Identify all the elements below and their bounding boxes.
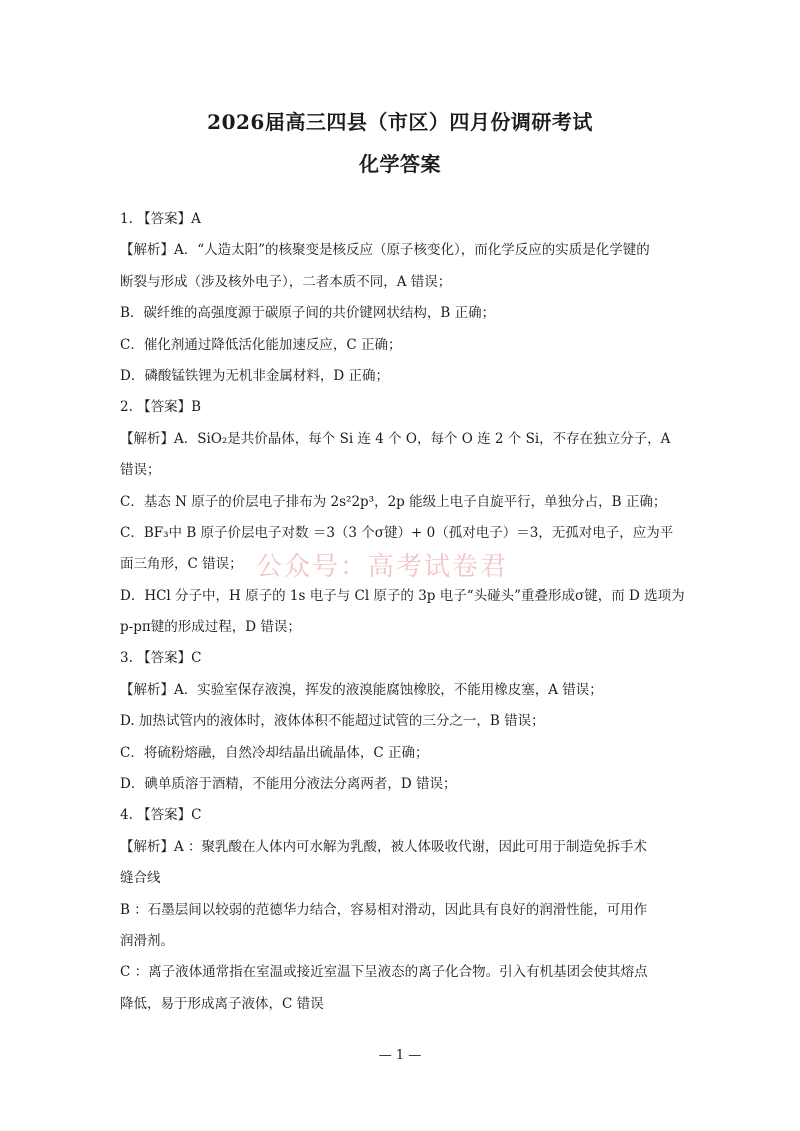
text-line: 【解析】A ：聚乳酸在人体内可水解为乳酸，被人体吸收代谢，因此可用于制造免拆手术	[120, 838, 648, 855]
text-line: D．磷酸锰铁锂为无机非金属材料，D 正确；	[120, 367, 389, 384]
answer-content	[120, 204, 690, 1020]
text-line: D. 加热试管内的液体时，液体体积不能超过试管的三分之一，B 错误；	[120, 713, 545, 730]
text-line: 4. 【答案】C	[120, 807, 202, 824]
text-line: 面三角形，C 错误；	[120, 556, 243, 573]
text-line: 降低，易于形成离子液体，C 错误	[120, 995, 324, 1012]
text-line: B ：石墨层间以较弱的范德华力结合，容易相对滑动，因此具有良好的润滑性能，可用作	[120, 901, 648, 918]
text-line: 【解析】A．实验室保存液溴，挥发的液溴能腐蚀橡胶，不能用橡皮塞，A 错误；	[120, 681, 603, 698]
text-line: 2. 【答案】B	[120, 399, 202, 416]
text-line: 润滑剂。	[120, 932, 174, 949]
text-line: C．BF₃中 B 原子价层电子对数 ＝3（3 个σ键）+ 0（孤对电子）＝3，无孤对电子，应为平	[120, 524, 674, 541]
document-subtitle: 化学答案	[359, 152, 441, 176]
text-line: C ：离子液体通常指在室温或接近室温下呈液态的离子化合物。引入有机基团会使其熔点	[120, 964, 648, 981]
text-line: D．HCl 分子中，H 原子的 1s 电子与 Cl 原子的 3p 电子“头碰头”重叠形成σ键，而 D 选项为	[120, 587, 685, 604]
text-line: C．催化剂通过降低活化能加速反应，C 正确；	[120, 336, 402, 353]
text-line: C．基态 N 原子的价层电子排布为 2s²2p³，2p 能级上电子自旋平行，单独分占，B 正确；	[120, 493, 667, 510]
text-line: D．碘单质溶于酒精，不能用分液法分离两者，D 错误；	[120, 776, 457, 793]
text-line: B．碳纤维的高强度源于碳原子间的共价键网状结构，B 正确；	[120, 305, 496, 322]
document-title: 2026届高三四县（市区）四月份调研考试	[207, 110, 593, 134]
text-line: p-pπ键的形成过程，D 错误；	[120, 619, 301, 636]
text-line: 错误；	[120, 462, 161, 479]
text-line: 1. 【答案】A	[120, 211, 201, 227]
text-line: C．将硫粉熔融，自然冷却结晶出硫晶体，C 正确；	[120, 744, 429, 761]
text-line: 【解析】A．SiO₂是共价晶体，每个 Si 连 4 个 O，每个 O 连 2 个 Si，不存在独立分子，A	[120, 430, 671, 447]
text-line: 3. 【答案】C	[120, 650, 202, 667]
text-line: 断裂与形成（涉及核外电子），二者本质不同，A 错误；	[120, 273, 452, 290]
text-line: 【解析】A．“人造太阳”的核聚变是核反应（原子核变化），而化学反应的实质是化学键的	[120, 242, 650, 259]
page-number: — 1 —	[378, 1048, 422, 1063]
watermark: 公众号：高考试卷君	[256, 552, 509, 582]
text-line: 缝合线	[120, 870, 161, 887]
